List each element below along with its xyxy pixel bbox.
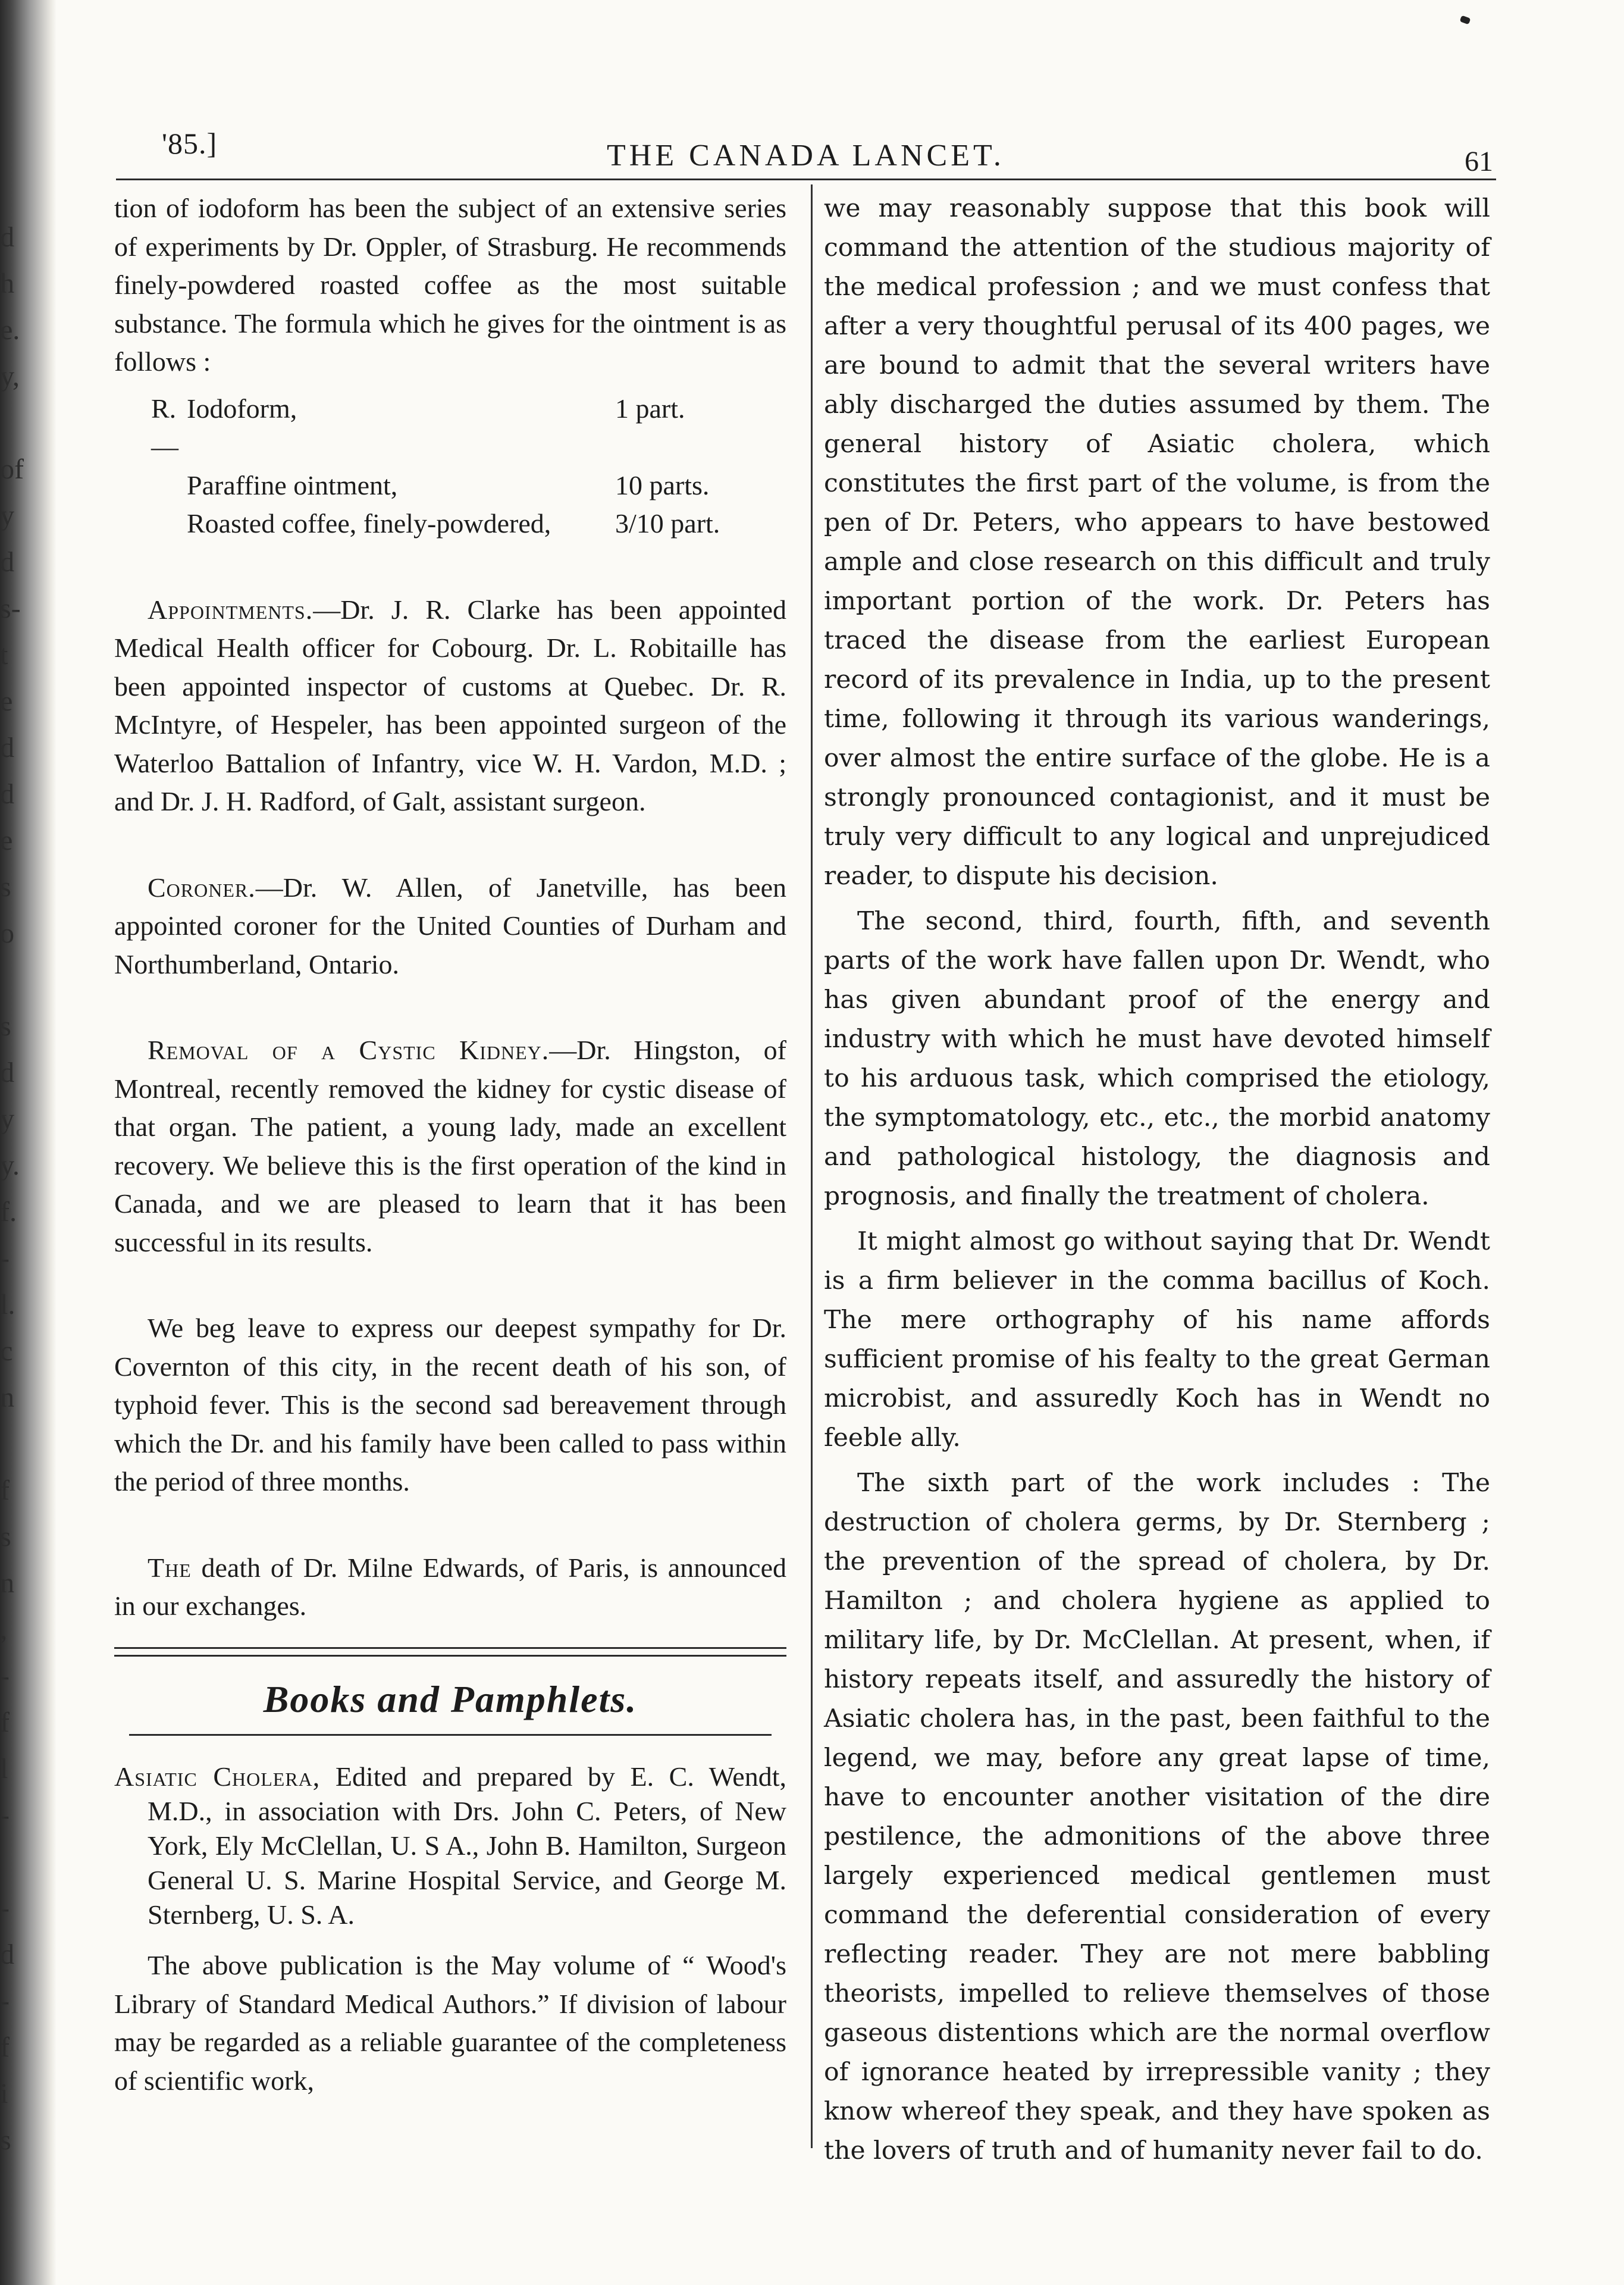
formula-ingredient: Iodoform, [187, 393, 297, 424]
iodoform-paragraph: tion of iodoform has been the subject of an extensive series of experiments by Dr. Oppler, of Strasburg. He recommends finely-powdered roasted coffee as the most suitable substance. The formula which he gives for the ointment is as follows : [114, 193, 786, 377]
margin-fragment: y. [0, 1150, 20, 1181]
margin-fragment: y [0, 500, 14, 531]
review-paragraph-3: It might almost go without saying that Dr. Wendt is a firm believer in the comma bacillus of Koch. The mere orthography of his name affords sufficient promise of his fealty to the great German microbist, and assuredly Koch has in Wendt no feeble ally. [824, 1227, 1490, 1453]
margin-fragment [0, 1421, 24, 1467]
book-citation-text: Edited and prepared by E. C. Wendt, M.D., in association with Drs. John C. Peters, of New York, Ely McClellan, U. S A., John B. Hamilton, Surgeon General U. S. Marine Hospital Service, and George M. Sternberg, U. S. A. [148, 1761, 786, 1930]
margin-fragment: - [0, 1660, 10, 1692]
margin-fragment: , [0, 1614, 7, 1645]
margin-fragment: d [0, 732, 14, 763]
margin-fragment: d [0, 546, 14, 578]
margin-fragment: c [0, 1335, 13, 1367]
margin-fragment: o [0, 918, 14, 949]
margin-fragment: n [0, 1567, 14, 1599]
right-column [824, 189, 1490, 2171]
running-head-year: '85.] [162, 127, 218, 160]
review-paragraph-1: we may reasonably suppose that this book will command the attention of the studious majority of the medical profession ; and we must confess that after a very thoughtful perusal of its 400 pages, we are bound to admit that the several writers have ably discharged the duties assumed by them. The general history of Asiatic cholera, which constitutes the first part of the volume, is from the pen of Dr. Peters, who appears to have bestowed ample and close research on this difficult and truly important portion of the work. Dr. Peters has traced the disease from the earliest European record of its prevalence in India, up to the present time, following it through its various wanderings, over almost the entire surface of the globe. He is a strongly pronounced contagionist, and it must be truly very difficult to any logical and unprejudiced reader, to dispute his decision. [824, 194, 1490, 891]
coroner-paragraph [114, 869, 786, 984]
margin-fragment: s [0, 1521, 11, 1552]
margin-fragment: s [0, 2124, 11, 2156]
margin-fragment: - [0, 1242, 10, 1274]
margin-fragment [0, 400, 24, 446]
margin-fragment: f. [0, 1196, 17, 1228]
margin-fragment: f [0, 1475, 10, 1506]
margin-fragment: n [0, 1382, 14, 1413]
formula-row [114, 467, 786, 505]
header-rule [116, 179, 1496, 180]
margin-fragment: y, [0, 361, 20, 392]
review-paragraph-4: The sixth part of the work includes : The destruction of cholera germs, by Dr. Sternberg ; the prevention of the spread of cholera, by Dr. Hamilton ; and cholera hygiene as applied to military life, by Dr. McClellan. At present, when, if history repeats itself, and assuredly the history of Asiatic cholera has, in the past, been faithful to the legend, we may, before any great lapse of time, have to encounter another visitation of the dire pestilence, the admonitions of the above three largely experienced medical gentlemen must command the deferential consideration of every reflecting reader. They are not mere babbling theorists, impelled to relieve themselves of those gaseous distentions which are the normal overflow of ignorance heated by irrepressible vanity ; they know whereof they speak, and they have spoken as the lovers of truth and of humanity never fail to do. [824, 1469, 1490, 2165]
margin-fragment: d [0, 1939, 14, 1970]
margin-fragment: - [0, 1985, 10, 2017]
formula-ingredient: Paraffine ointment, [187, 469, 398, 500]
book-citation [114, 1760, 786, 1932]
appointments-text: —Dr. J. R. Clarke has been appointed Medical Health officer for Cobourg. Dr. L. Robitaille has been appointed inspector of customs at Quebec. Dr. R. McIntyre, of Hespeler, has been appointed surgeon of the Waterloo Battalion of Infantry, vice W. H. Vardon, M.D. ; and Dr. J. H. Radford, of Galt, assistant surgeon. [114, 594, 786, 816]
margin-fragment: e. [0, 314, 20, 346]
coroner-text: —Dr. W. Allen, of Janetville, has been appointed coroner for the United Counties of Durham and Northumberland, Ontario. [114, 872, 786, 979]
margin-fragment: - [0, 1892, 10, 1924]
margin-fragment: e [0, 686, 13, 717]
margin-fragment: of [0, 453, 24, 485]
death-lead-word: The [148, 1552, 192, 1583]
margin-fragment [0, 957, 24, 1003]
recipe-symbol [114, 467, 187, 505]
margin-fragment [0, 1839, 24, 1885]
ink-spot [1460, 15, 1471, 25]
margin-fragment: s [0, 1010, 11, 1042]
section-rule [129, 1734, 772, 1736]
margin-fragment: y [0, 1103, 14, 1135]
cystic-kidney-paragraph [114, 1031, 786, 1262]
cystic-kidney-heading: Removal of a Cystic Kidney. [148, 1035, 550, 1065]
formula-block [114, 390, 786, 543]
margin-fragment: i [0, 2078, 8, 2109]
margin-fragment: d [0, 778, 14, 810]
formula-row [114, 390, 786, 467]
review-paragraph-2: The second, third, fourth, fifth, and seventh parts of the work have fallen upon Dr. Wendt, who has given abundant proof of the energy and industry with which he must have devoted himself to his arduous task, which comprised the etiology, the symptomatology, etc., etc., the morbid anatomy and pathological histology, the diagnosis and prognosis, and finally the treatment of cholera. [824, 907, 1490, 1211]
margin-fragment: e [0, 825, 13, 856]
review-opening-paragraph: The above publication is the May volume of “ Wood's Library of Standard Medical Authors.” If division of labour may be regarded as a reliable guarantee of the completeness of scientific work, [114, 1950, 786, 2096]
margin-fragment: f [0, 2032, 10, 2063]
margin-fragment: l. [0, 1289, 15, 1320]
appointments-heading: Appointments. [148, 594, 313, 625]
margin-fragment: d [0, 221, 14, 253]
formula-quantity: 3/10 part. [615, 508, 720, 539]
margin-fragment: s [0, 871, 11, 903]
book-title: Asiatic Cholera, [114, 1761, 321, 1792]
margin-fragment: - [0, 1799, 10, 1831]
adjacent-page-fragments [0, 214, 24, 2164]
formula-quantity: 10 parts. [615, 469, 710, 500]
milne-edwards-paragraph [114, 1549, 786, 1626]
recipe-symbol [114, 505, 187, 543]
running-head-title: THE CANADA LANCET. [607, 139, 1005, 173]
sympathy-paragraph: We beg leave to express our deepest sympathy for Dr. Covernton of this city, in the recent death of his son, of typhoid fever. This is the second sad bereavement through which the Dr. and his family have been called to pass within the period of three months. [114, 1313, 786, 1497]
coroner-heading: Coroner. [148, 872, 256, 903]
cystic-kidney-text: —Dr. Hingston, of Montreal, recently removed the kidney for cystic disease of that organ. The patient, a young lady, made an excellent recovery. We believe this is the first operation of the kind in Canada, and we are pleased to learn that it has been successful in its results. [114, 1035, 786, 1257]
formula-row [114, 505, 786, 543]
margin-fragment: h [0, 268, 14, 299]
section-double-rule [114, 1647, 786, 1657]
column-rule [811, 184, 813, 2148]
margin-fragment: d [0, 1057, 14, 1088]
recipe-symbol: R.— [151, 393, 178, 462]
page-number: 61 [1465, 146, 1493, 177]
formula-quantity: 1 part. [615, 393, 685, 424]
appointments-paragraph [114, 591, 786, 821]
formula-ingredient: Roasted coffee, finely-powdered, [187, 508, 551, 539]
margin-fragment: t [0, 639, 8, 671]
margin-fragment: f [0, 1707, 10, 1738]
section-heading: Books and Pamphlets. [263, 1677, 638, 1720]
margin-fragment: s- [0, 593, 21, 624]
margin-fragment: l [0, 1753, 8, 1785]
left-column [114, 189, 786, 2100]
death-text: death of Dr. Milne Edwards, of Paris, is announced in our exchanges. [114, 1552, 786, 1621]
